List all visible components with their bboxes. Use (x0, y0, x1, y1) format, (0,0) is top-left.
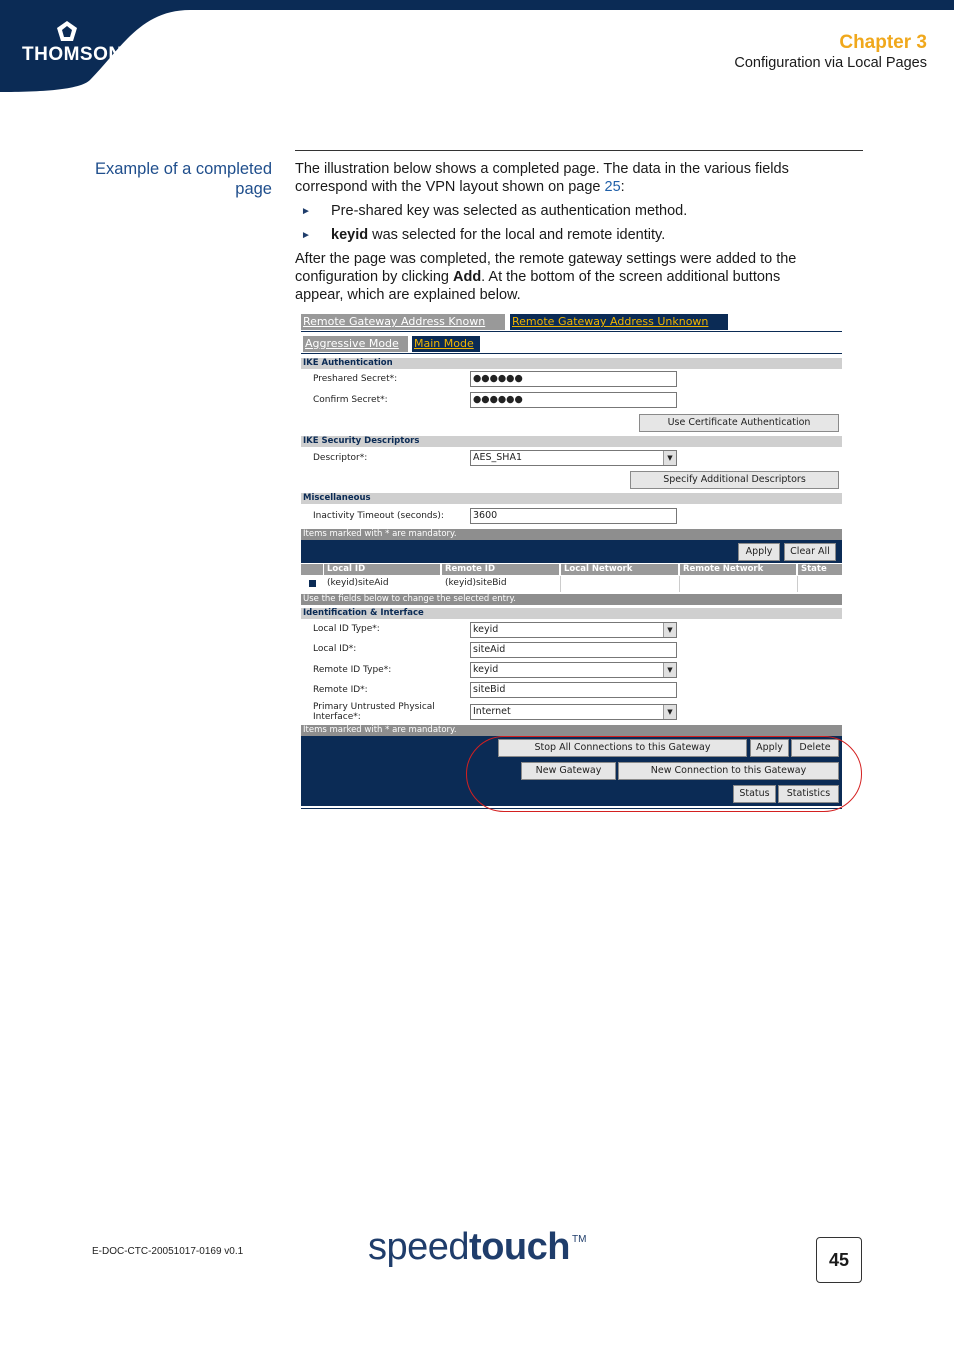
remote-id-type-label: Remote ID Type*: (313, 665, 392, 675)
primary-interface-value: Internet (473, 706, 511, 717)
stop-all-connections-button[interactable]: Stop All Connections to this Gateway (498, 739, 747, 757)
remote-id-type-select[interactable] (470, 662, 677, 678)
table-header-local-id: Local ID (324, 564, 440, 575)
chapter-label: Chapter 3 (839, 32, 927, 53)
table-col-divider (797, 576, 798, 592)
table-cell-local-id[interactable]: (keyid)siteAid (327, 578, 389, 588)
table-cell-remote-id[interactable]: (keyid)siteBid (445, 578, 507, 588)
after-line2: configuration by clicking Add. At the bottom of the screen additional buttons (295, 269, 781, 285)
inactivity-timeout-label: Inactivity Timeout (seconds): (313, 511, 444, 521)
mandatory-note-2: Items marked with * are mandatory. (301, 725, 842, 736)
chevron-down-icon: ▼ (663, 663, 676, 677)
page-ref-link[interactable]: 25 (604, 179, 621, 195)
row-selected-icon[interactable] (309, 580, 316, 587)
apply-button-bottom[interactable]: Apply (750, 739, 789, 757)
thomson-logo-icon (55, 20, 79, 42)
table-header-local-network: Local Network (561, 564, 678, 575)
table-col-divider (560, 576, 561, 592)
remote-id-label: Remote ID*: (313, 685, 368, 695)
table-header-remote-network: Remote Network (680, 564, 796, 575)
primary-interface-label: Primary Untrusted Physical Interface*: (313, 702, 435, 722)
confirm-secret-label: Confirm Secret*: (313, 395, 388, 405)
preshared-secret-label: Preshared Secret*: (313, 374, 398, 384)
chapter-subtitle: Configuration via Local Pages (734, 55, 927, 71)
use-fields-note: Use the fields below to change the selected entry. (301, 594, 842, 605)
tab-remote-gateway-known[interactable]: Remote Gateway Address Known (301, 314, 505, 330)
after-line3: appear, which are explained below. (295, 287, 521, 303)
inactivity-timeout-input[interactable]: 3600 (470, 508, 677, 524)
intro-line2: correspond with the VPN layout shown on page 25: (295, 179, 625, 195)
tab-remote-gateway-unknown[interactable]: Remote Gateway Address Unknown (510, 314, 728, 330)
section-heading-line2: page (235, 180, 272, 198)
apply-button[interactable]: Apply (738, 543, 780, 561)
remote-id-input[interactable]: siteBid (470, 682, 677, 698)
status-button[interactable]: Status (733, 785, 776, 803)
trademark-mark: TM (572, 1234, 587, 1245)
local-id-type-select[interactable] (470, 622, 677, 638)
table-header-select (301, 564, 323, 575)
section-rule (295, 150, 863, 151)
local-id-input[interactable]: siteAid (470, 642, 677, 658)
tab-aggressive-mode[interactable]: Aggressive Mode (303, 336, 408, 352)
primary-interface-select[interactable] (470, 704, 677, 720)
page-number: 45 (816, 1237, 862, 1283)
bullet-item-1: Pre-shared key was selected as authentication method. (331, 203, 688, 219)
chevron-down-icon: ▼ (663, 623, 676, 637)
new-gateway-button[interactable]: New Gateway (521, 762, 616, 780)
preshared-secret-input[interactable]: ●●●●●● (470, 371, 677, 387)
thomson-logo-text: THOMSON (22, 44, 123, 65)
remote-id-type-value: keyid (473, 664, 499, 675)
descriptor-select[interactable] (470, 450, 677, 466)
local-id-label: Local ID*: (313, 644, 357, 654)
bullet-item-2: keyid was selected for the local and remote identity. (331, 227, 666, 243)
misc-section-title: Miscellaneous (301, 493, 842, 504)
chevron-down-icon: ▼ (663, 451, 676, 465)
tabs-divider (301, 331, 842, 332)
after-line1: After the page was completed, the remote gateway settings were added to the (295, 251, 797, 267)
header-band (0, 0, 954, 92)
section-heading-line1: Example of a completed (94, 160, 272, 178)
local-id-type-value: keyid (473, 624, 499, 635)
delete-button[interactable]: Delete (791, 739, 839, 757)
ident-section-title: Identification & Interface (301, 608, 842, 619)
table-col-divider (679, 576, 680, 592)
table-header-state: State (798, 564, 842, 575)
speedtouch-logo: speedtouch (368, 1226, 570, 1268)
ike-auth-section-title: IKE Authentication (301, 358, 842, 369)
table-header-remote-id: Remote ID (442, 564, 559, 575)
clear-all-button[interactable]: Clear All (784, 543, 836, 561)
mandatory-note: Items marked with * are mandatory. (301, 529, 842, 540)
use-certificate-button[interactable]: Use Certificate Authentication (639, 414, 839, 432)
ike-security-section-title: IKE Security Descriptors (301, 436, 842, 447)
section-heading (60, 159, 272, 199)
statistics-button[interactable]: Statistics (778, 785, 839, 803)
chevron-down-icon: ▼ (663, 705, 676, 719)
confirm-secret-input[interactable]: ●●●●●● (470, 392, 677, 408)
intro-paragraph (295, 160, 850, 196)
bullet-arrow-icon: ► (301, 206, 311, 217)
document-code: E-DOC-CTC-20051017-0169 v0.1 (92, 1246, 244, 1257)
intro-line1: The illustration below shows a completed page. The data in the various fields (295, 161, 789, 177)
highlight-oval (466, 736, 862, 812)
bullet-arrow-icon: ► (301, 230, 311, 241)
after-paragraph (295, 250, 850, 304)
tabs-divider-2 (301, 353, 842, 354)
new-connection-button[interactable]: New Connection to this Gateway (618, 762, 839, 780)
local-id-type-label: Local ID Type*: (313, 624, 380, 634)
descriptor-label: Descriptor*: (313, 453, 368, 463)
specify-descriptors-button[interactable]: Specify Additional Descriptors (630, 471, 839, 489)
descriptor-value: AES_SHA1 (473, 452, 522, 463)
tab-main-mode[interactable]: Main Mode (412, 336, 480, 352)
